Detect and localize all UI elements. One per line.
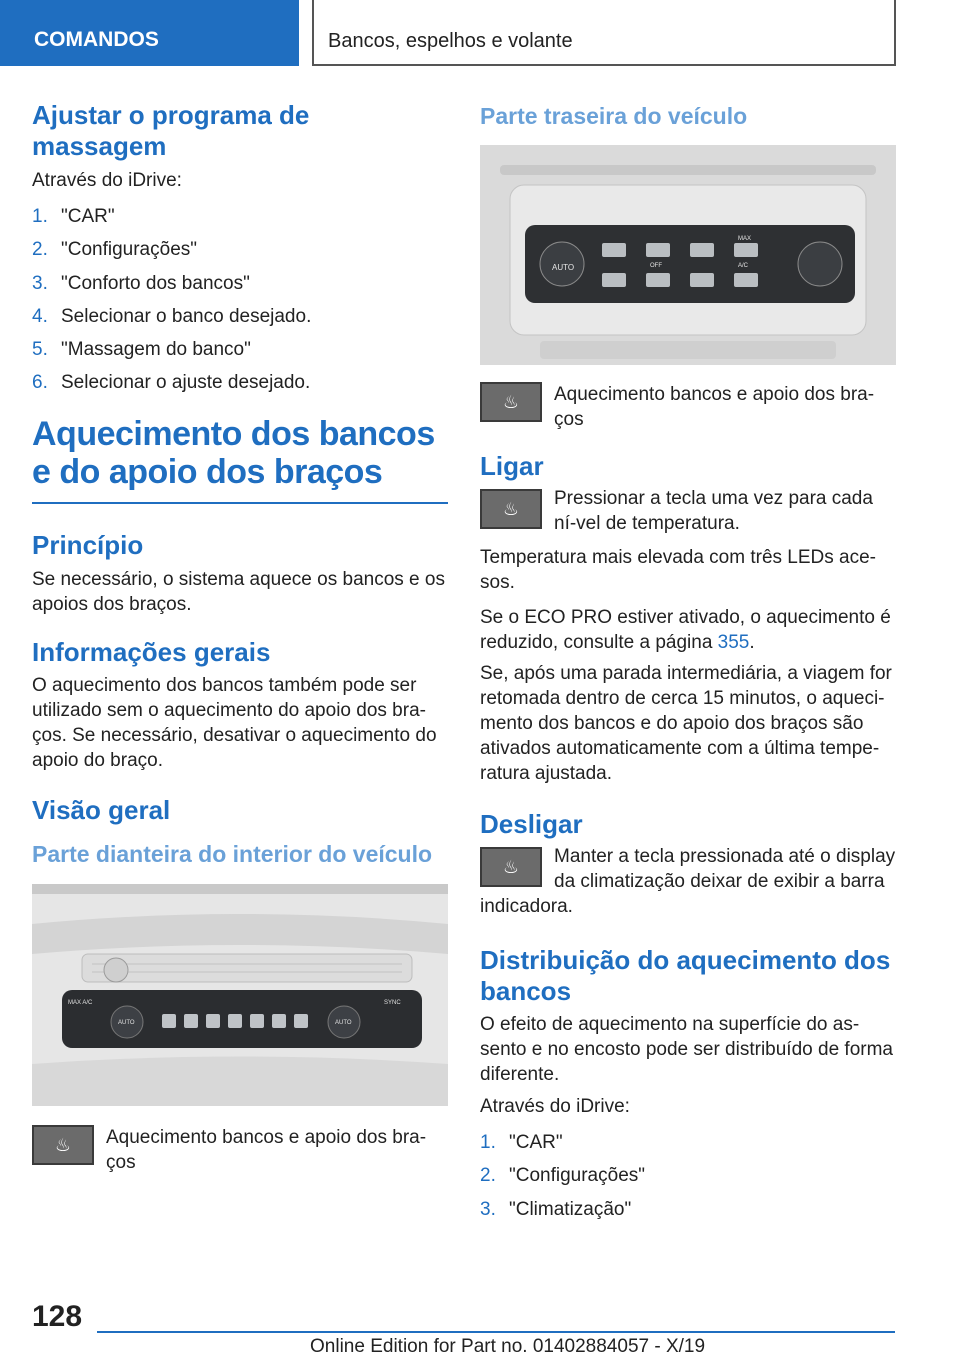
main-heading: Aquecimento dos bancos e do apoio dos braços [32,415,435,492]
distribution-text: O efeito de aquecimento na superfície do as-sento e no encosto pode ser distribuído de forma diferente. [480,1014,893,1085]
rear-off-label: OFF [650,263,662,269]
rear-max-label: MAX [738,236,752,242]
rear-console-photo [480,145,896,365]
front-heading: Parte dianteira do interior do veículo [32,841,433,868]
section-tab [0,0,299,66]
step-text: "Conforto dos bancos" [61,272,250,294]
front-caption-row [32,1125,448,1175]
front-console-photo [32,884,448,1106]
step-number: 4. [32,305,48,327]
step-number: 6. [32,372,48,394]
eco-text-end: . [749,632,755,653]
right-column [480,100,896,1230]
massage-step [32,237,448,262]
massage-steps [32,204,448,395]
on-text: Pressionar a tecla uma vez para cada ní-vel de temperatura. [554,488,873,534]
resume-text: Se, após uma parada intermediária, a viagem for retomada dentro de cerca 15 minutos, o aqueci-mento dos bancos e do apoio dos braços são ativados automaticamente com a última tempe-ratura ajustada. [480,663,892,784]
off-text-continued: indicadora. [480,896,573,917]
rear-ac-label: A/C [738,263,749,269]
rear-auto-label: AUTO [552,263,575,272]
front-max-ac-label: MAX A/C [68,1000,93,1007]
seat-heating-icon: ♨ [480,847,542,887]
step-number: 3. [32,272,48,294]
off-text: Manter a tecla pressionada até o display da climatização deixar de exibir a barra [554,846,896,892]
massage-step [32,337,448,362]
eco-text [480,605,896,655]
massage-step [32,370,448,395]
step-text: "Configurações" [509,1165,646,1187]
step-text: "Massagem do banco" [61,339,251,361]
massage-step [32,204,448,229]
heading-rule [32,502,448,504]
step-number: 2. [480,1165,496,1187]
step-number: 1. [480,1132,496,1153]
rear-caption: Aquecimento bancos e apoio dos bra-ços [554,384,875,430]
principle-heading: Princípio [32,530,144,561]
info-text: O aquecimento dos bancos também pode ser utilizado sem o aquecimento do apoio dos bra-ços. Se necessário, desativar o aquecimento do apoio do braço. [32,675,437,772]
overview-heading: Visão geral [32,795,171,826]
step-text: Selecionar o ajuste desejado. [61,372,311,394]
step-text: "CAR" [509,1132,563,1153]
step-text: Selecionar o banco desejado. [61,305,312,327]
step-text: "CAR" [61,206,115,227]
footer-edition: Online Edition for Part no. 01402884057 - X/19 [310,1336,706,1357]
section-label: COMANDOS [34,28,159,51]
step-number: 3. [480,1198,496,1220]
step-number: 1. [32,206,48,227]
info-heading: Informações gerais [32,637,271,668]
eco-page-link[interactable]: 355 [717,632,750,653]
seat-heating-icon: ♨ [32,1125,94,1165]
chapter-header [312,0,896,66]
principle-text: Se necessário, o sistema aquece os bancos e os apoios dos braços. [32,569,445,616]
on-heading: Ligar [480,451,544,481]
front-caption: Aquecimento bancos e apoio dos bra-ços [106,1127,427,1174]
massage-heading: Ajustar o programa de massagem [32,100,310,161]
on-temp-text: Temperatura mais elevada com três LEDs ace-sos. [480,547,876,593]
massage-intro: Através do iDrive: [32,170,182,191]
step-text: "Climatização" [509,1198,632,1220]
massage-step [32,271,448,296]
rear-heading: Parte traseira do veículo [480,103,748,129]
distribution-step [480,1130,896,1155]
seat-heating-icon: ♨ [480,489,542,529]
off-heading: Desligar [480,809,583,839]
front-sync-label: SYNC [384,1000,401,1007]
off-row [480,844,896,894]
front-auto-left-label: AUTO [118,1020,135,1027]
step-number: 2. [32,239,48,261]
on-row [480,486,896,536]
distribution-heading: Distribuição do aquecimento dos bancos [480,945,891,1006]
left-column [32,100,448,1175]
front-auto-right-label: AUTO [335,1020,352,1027]
eco-text-body: Se o ECO PRO estiver ativado, o aquecimento é reduzido, consulte a página [480,607,891,653]
distribution-step [480,1163,896,1188]
step-number: 5. [32,339,48,361]
distribution-intro: Através do iDrive: [480,1096,630,1117]
footer-rule [97,1331,895,1333]
chapter-title: Bancos, espelhos e volante [328,30,573,52]
distribution-step [480,1197,896,1222]
page-number: 128 [32,1300,83,1333]
rear-caption-row [480,382,896,432]
massage-step [32,304,448,329]
distribution-steps [480,1130,896,1222]
step-text: "Configurações" [61,239,198,261]
seat-heating-icon: ♨ [480,382,542,422]
